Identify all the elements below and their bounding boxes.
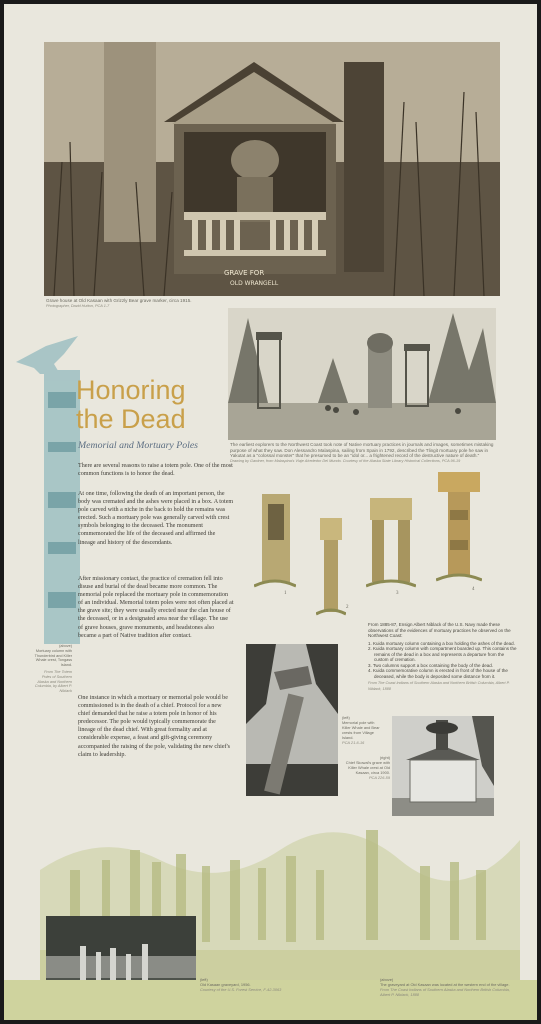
niblack-credit: From The Coast Indians of Southern Alaska and Northern British Columbia, Albert P. Niblack, 1888 [368, 681, 510, 691]
page-subtitle: Memorial and Mortuary Poles [78, 440, 198, 451]
sketch-two-columns-box [366, 490, 416, 588]
sketch-mortuary-column-1 [254, 490, 296, 590]
graveyard-credit: From The Coast Indians of Southern Alaska and Northern British Columbia, Albert P. Niblack, 1888 [380, 986, 510, 997]
chief-grave-caption: (right) Chief Skowal's grave with Killer Whale crest at Old Kasaan, circa 1900. PCA 226-59 [345, 755, 390, 780]
title-line-2: the Dead [76, 404, 186, 434]
body-paragraph-3: After missionary contact, the practice of cremation fell into disuse and burial of the dead became more common. The memorial pole replaced the mortuary pole in commemoration of an individual. Memorial totem poles were not often placed at the grave site; they were usually erected near the clan house of the deceased, or in a designated area near the village. The use of grave houses, grave monuments, and headstones also became a part of Native tradition after contact. [78, 576, 234, 639]
body-paragraph-2: At one time, following the death of an important person, the body was cremated and the ashes were placed in a box. A totem pole carved with a niche in the back to hold the remains was erected. Such a mortuary pole was generally carved with crest symbols belonging to the deceased. The monument commemorated the life of the deceased and affirmed the lineage and history of the descendants. [78, 491, 234, 546]
exhibit-panel [4, 4, 537, 1020]
niblack-item-4: 4. Kuida commemorative column is erected in front of the house of the deceased, while the body is deposited some distance from it. [368, 668, 508, 679]
niblack-item-3: 3. Two columns support a box containing the body of the dead. [368, 662, 494, 668]
sketch-number-1: 1 [284, 591, 287, 596]
mortuary-column-caption: (above) Mortuary column with Thunderbird and Killer Whale crest, Tongass Island. From The Totem Poles of Southern Alaska and Northern Columbia, by Albert P. Niblack [34, 644, 72, 694]
niblack-intro: From 1885-87, Ensign Albert Niblack of the U.S. Navy made these observations of the evidences of mortuary practices he observed on the Northwest Coast: [368, 622, 511, 638]
mortuary-column-credit: From The Totem Poles of Southern Alaska and Northern Columbia, by Albert P. Niblack [34, 669, 72, 694]
graveyard-caption: (above) The graveyard at Old Kasaan was located at the western end of the village. From The Coast Indians of Southern Alaska and Northern British Columbia, Albert P. Niblack, 1888 [380, 977, 510, 997]
body-paragraph-4: One instance in which a mortuary or memorial pole would be commissioned is in the death of a chief. Protocol for a new chief demanded that he raise a totem pole in honor of his predecessor. The pole would typically commemorate the lineage of the dead chief. With great formality and at considerable expense, a feast and gift-giving ceremony accompanied the raising of the pole, validating the new chief's claim to leadership. [78, 695, 231, 758]
memorial-pole-photo [246, 644, 338, 796]
sketch-mortuary-column-2 [316, 518, 346, 616]
title-line-1: Honoring [76, 375, 186, 405]
memorial-pole-caption: (left) Memorial pole with Killer Whale and Bear crests from Village Island. PCA 21-6-16 [342, 716, 384, 745]
handwriting-line-1: GRAVE FOR [224, 269, 265, 277]
old-kasaan-caption: (left) Old Kasaan graveyard, 1956. Courtesy of the U.S. Forest Service, F-42-3063 [200, 978, 300, 993]
grave-house-photo [44, 42, 500, 296]
sketch-number-4: 4 [472, 587, 475, 592]
memorial-pole-credit: PCA 21-6-16 [342, 739, 365, 745]
grave-house-credit: Photographer, David Hutton, PCA 1-7 [46, 303, 110, 308]
page-title [76, 376, 186, 434]
body-paragraph-1: There are several reasons to raise a totem pole. One of the most common functions is to honor the dead. [78, 463, 233, 478]
sketch-number-2: 2 [346, 605, 349, 610]
grave-house-caption: Grave house at Old Kasaan with Grizzly Bear grave marker, circa 1915. Photographer, David Hutton, PCA 1-7 [46, 298, 246, 309]
engraving-credit: Drawing by Gardner, from Malaspina's Viaje Alrededor Del Mundo. Courtesy of the Alaska State Library Historical Collections, PCA 96-19 [230, 458, 461, 463]
thunderbird-totem-illustration [14, 332, 80, 644]
handwriting-line-2: OLD WRANGELL [230, 280, 279, 287]
malaspina-engraving [228, 308, 496, 440]
sketch-commemorative-column [436, 470, 482, 582]
sketch-number-3: 3 [396, 591, 399, 596]
engraving-caption: The earliest explorers to the Northwest Coast took note of Native mortuary practices in journals and images, sometimes mistaking purpose of what they saw. Don Alessandro Malaspina, sailing from Spain in 1792, described the Tlingit mortuary pole he saw in Yakutat as a "colossal monster" that he presumed to be an "idol or... a frightened record of the destructive nature of death." Drawing by Gardner, from Malaspina's Viaje Alrededor Del Mundo. Courtesy of the Alaska State Library Historical Collections, PCA 96-19 [230, 442, 496, 464]
chief-grave-credit: PCA 226-59 [368, 774, 390, 780]
chief-grave-photo [392, 716, 494, 816]
niblack-item-2: 2. Kuida mortuary column with compartment boarded up. This contains the remains of the dead in a box and represents a departure from the custom of cremation. [368, 646, 517, 662]
niblack-item-1: 1. Kuida mortuary column containing a box holding the ashes of the dead. [368, 640, 515, 646]
old-kasaan-credit: Courtesy of the U.S. Forest Service, F-42-3063 [200, 986, 282, 992]
niblack-observations [368, 622, 518, 692]
